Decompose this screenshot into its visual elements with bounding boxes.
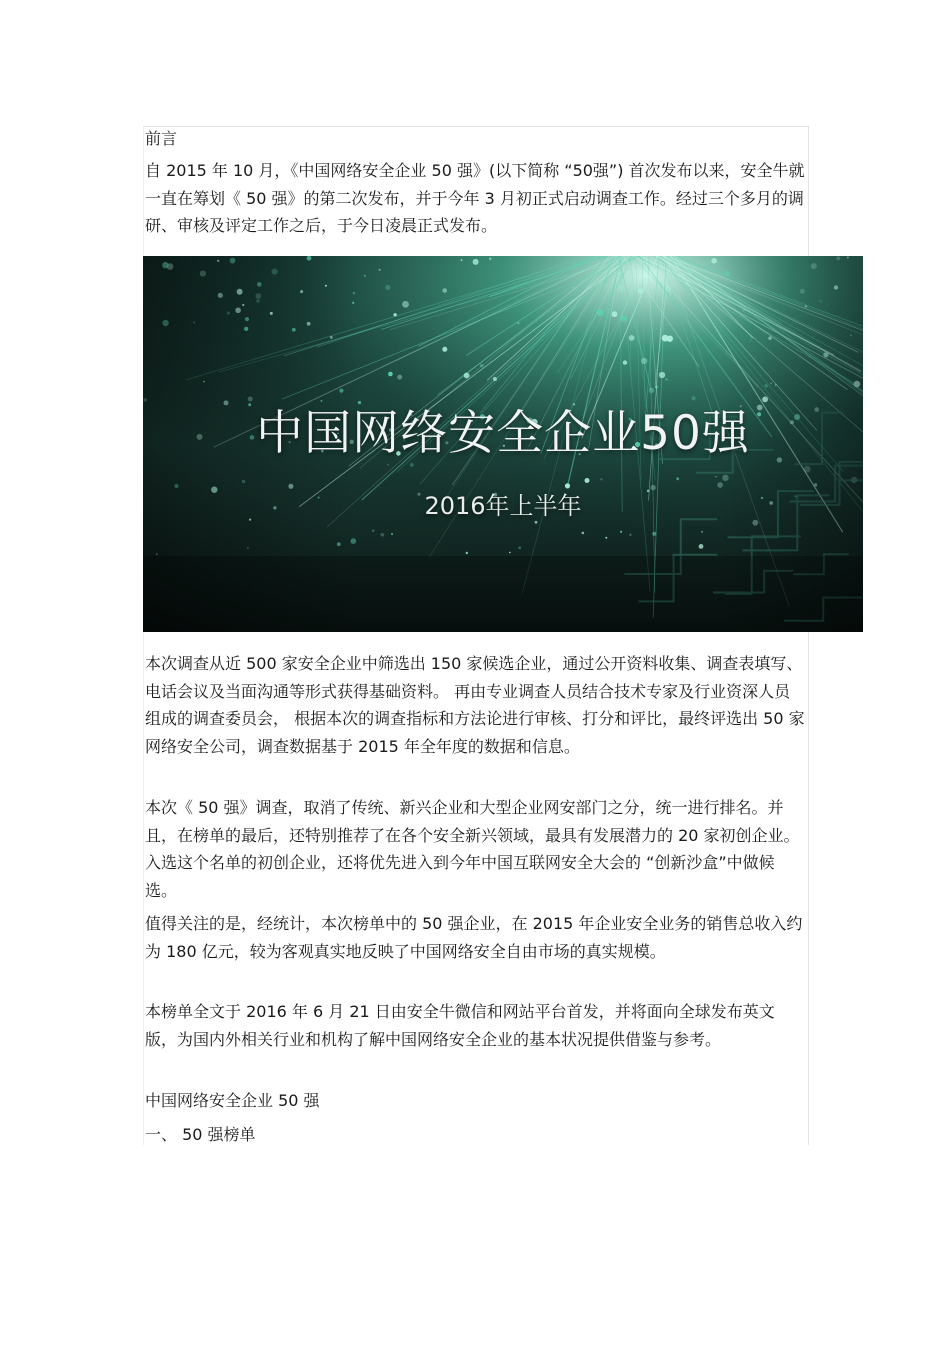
subsection-title: 一、 50 强榜单: [145, 1125, 256, 1144]
body-paragraph-1: 本次调查从近 500 家安全企业中筛选出 150 家候选企业，通过公开资料收集、调查表填写、电话会议及当面沟通等形式获得基础资料。 再由专业调查人员结合技术专家及行业资深人员组成的调查委员会， 根据本次的调查指标和方法论进行审核、打分和评比，最终评选出 50 家网络安全公司，调查数据基于 2015 年全年度的数据和信息。: [145, 654, 805, 756]
intro-paragraph: 自 2015 年 10 月，《中国网络安全企业 50 强》(以下简称 “50强”) 首次发布以来，安全牛就一直在筹划《 50 强》的第二次发布，并于今年 3 月初正式启动调查工作。经过三个多月的调研、审核及评定工作之后，于今日凌晨正式发布。: [145, 161, 805, 235]
banner-subtitle: 2016年上半年: [424, 492, 582, 520]
section-title: 中国网络安全企业 50 强: [145, 1091, 320, 1110]
preface-heading: 前言: [145, 129, 178, 148]
body-paragraph-2: 本次《 50 强》调查，取消了传统、新兴企业和大型企业网安部门之分，统一进行排名。并且，在榜单的最后，还特别推荐了在各个安全新兴领域，最具有发展潜力的 20 家初创企业。入选这个名单的初创企业，还将优先进入到今年中国互联网安全大会的 “创新沙盒”中做候选。: [145, 798, 800, 900]
banner-image: [143, 256, 863, 632]
body-paragraph-3: 值得关注的是，经统计，本次榜单中的 50 强企业，在 2015 年企业安全业务的销售总收入约为 180 亿元，较为客观真实地反映了中国网络安全自由市场的真实规模。: [145, 914, 803, 961]
body-paragraph-4: 本榜单全文于 2016 年 6 月 21 日由安全牛微信和网站平台首发，并将面向全球发布英文版，为国内外相关行业和机构了解中国网络安全企业的基本状况提供借鉴与参考。: [145, 1002, 775, 1049]
banner-title: 中国网络安全企业50强: [256, 406, 750, 461]
